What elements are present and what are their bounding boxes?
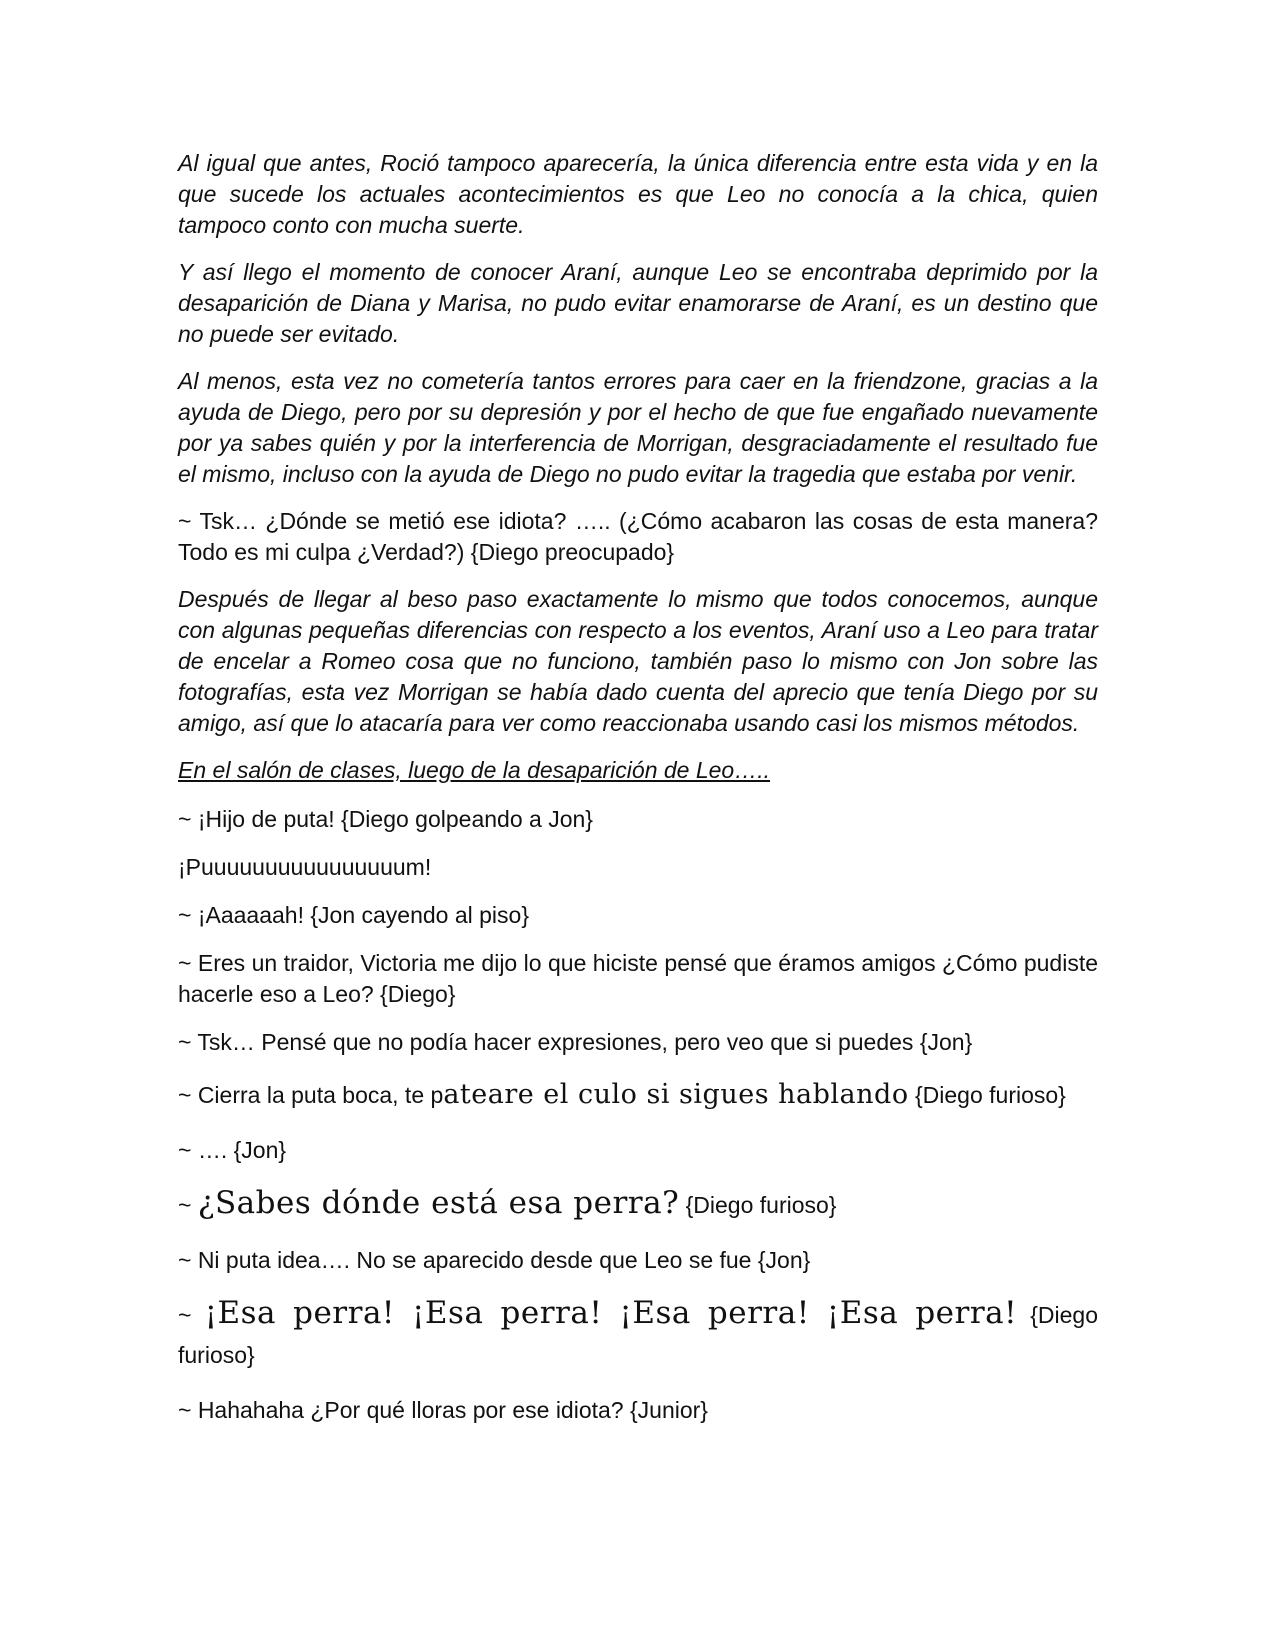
dialogue-prefix: ~ (178, 1192, 198, 1218)
speaker-tag: {Diego furioso} (908, 1082, 1066, 1108)
dialogue-text: ~ Cierra la puta boca, te p (178, 1082, 444, 1108)
dialogue-line-shouted (178, 1075, 1098, 1115)
dialogue-line-shouted (178, 1183, 1098, 1225)
narrative-paragraph: Al igual que antes, Roció tampoco aparecería, la única diferencia entre esta vida y en la que sucede los actuales acontecimientos es que Leo no conocía a la chica, quien tampoco conto con mucha suerte. (178, 150, 1098, 238)
dialogue-paragraph: ~ Tsk… ¿Dónde se metió ese idiota? ….. (¿Cómo acabaron las cosas de esta manera? Todo es mi culpa ¿Verdad?) {Diego preocupado} (178, 508, 1098, 565)
stylized-shout-text: ¿Sabes dónde está esa perra? (197, 1185, 680, 1221)
scene-heading: En el salón de clases, luego de la desaparición de Leo….. (178, 757, 771, 783)
speaker-tag: {Diego furioso} (679, 1192, 837, 1218)
dialogue-line: ~ ¡Hijo de puta! {Diego golpeando a Jon} (178, 806, 593, 832)
narrative-paragraph: Y así llego el momento de conocer Araní, aunque Leo se encontraba deprimido por la desaparición de Diana y Marisa, no pudo evitar enamorarse de Araní, es un destino que no puede ser evitado. (178, 259, 1098, 347)
dialogue-line-shouted (178, 1293, 1098, 1375)
document-body (178, 148, 1098, 1443)
dialogue-line: ~ Hahahaha ¿Por qué lloras por ese idiota? {Junior} (178, 1397, 708, 1423)
dialogue-line: ~ …. {Jon} (178, 1137, 287, 1163)
sound-effect-line: ¡Puuuuuuuuuuuuuuuum! (178, 854, 432, 880)
dialogue-line: ~ Ni puta idea…. No se aparecido desde que Leo se fue {Jon} (178, 1247, 811, 1273)
dialogue-line: ~ ¡Aaaaaah! {Jon cayendo al piso} (178, 902, 530, 928)
narrative-paragraph: Al menos, esta vez no cometería tantos errores para caer en la friendzone, gracias a la ayuda de Diego, pero por su depresión y por el hecho de que fue engañado nuevamente por ya sabes quién y por la interferencia de Morrigan, desgraciadamente el resultado fue el mismo, incluso con la ayuda de Diego no pudo evitar la tragedia que estaba por venir. (178, 368, 1098, 487)
stylized-shout-text: ¡Esa perra! ¡Esa perra! ¡Esa perra! ¡Esa perra! (204, 1295, 1018, 1331)
stylized-shout-text: ateare el culo si sigues hablando (443, 1079, 909, 1110)
dialogue-prefix: ~ (178, 1302, 205, 1328)
speaker-tag: {Diego furioso} (178, 1302, 1099, 1368)
dialogue-line: ~ Eres un traidor, Victoria me dijo lo que hiciste pensé que éramos amigos ¿Cómo pudiste hacerle eso a Leo? {Diego} (178, 950, 1098, 1007)
narrative-paragraph: Después de llegar al beso paso exactamente lo mismo que todos conocemos, aunque con algunas pequeñas diferencias con respecto a los eventos, Araní uso a Leo para tratar de encelar a Romeo cosa que no funciono, también paso lo mismo con Jon sobre las fotografías, esta vez Morrigan se había dado cuenta del aprecio que tenía Diego por su amigo, así que lo atacaría para ver como reaccionaba usando casi los mismos métodos. (178, 586, 1098, 736)
dialogue-line: ~ Tsk… Pensé que no podía hacer expresiones, pero veo que si puedes {Jon} (178, 1029, 973, 1055)
